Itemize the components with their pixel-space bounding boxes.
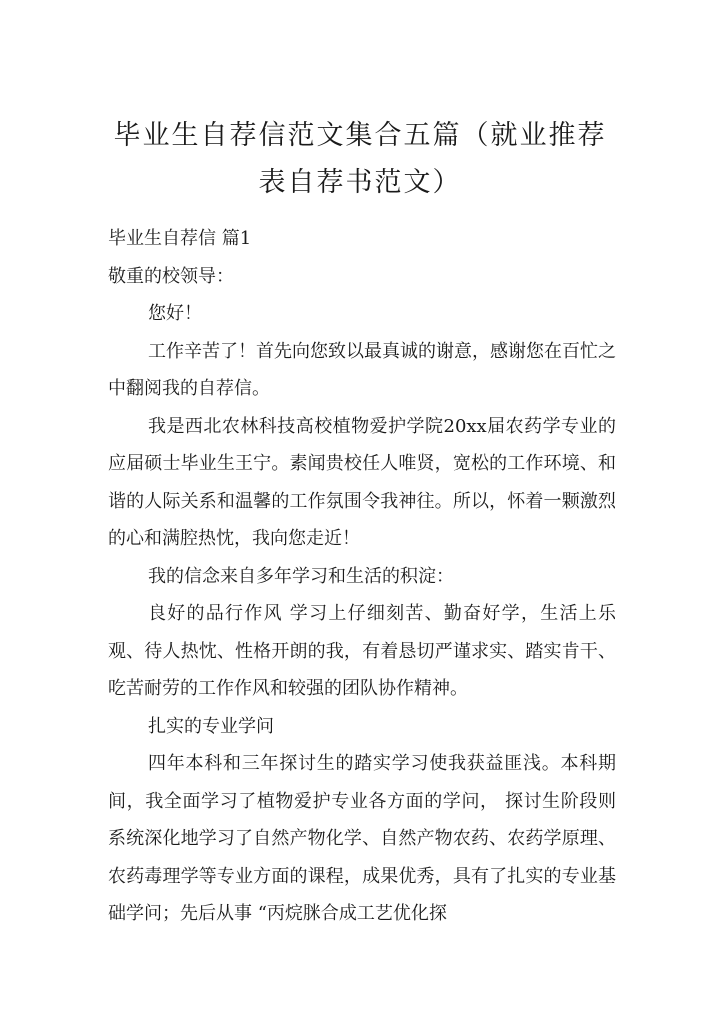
letter-heading: 毕业生自荐信 篇1: [108, 228, 252, 249]
paragraph-introduction: 我是西北农林科技高校植物爱护学院20xx届农药学专业的应届硕士毕业生王宁。素闻贵校任人唯贤，宽松的工作环境、和谐的人际关系和温馨的工作氛围令我神往。所以，怀着一颗激烈的心和满腔热忱，我向您走近！: [108, 415, 616, 549]
document-title: 毕业生自荐信范文集合五篇（就业推荐表自荐书范文）: [113, 120, 607, 198]
paragraph-conduct: 良好的品行作风 学习上仔细刻苦、勤奋好学，生活上乐观、待人热忱、性格开朗的我，有着恳切严谨求实、踏实肯干、吃苦耐劳的工作作风和较强的团队协作精神。: [108, 603, 616, 699]
document-body: [108, 220, 616, 933]
paragraph-study: 四年本科和三年探讨生的踏实学习使我获益匪浅。本科期间，我全面学习了植物爱护专业各方面的学问， 探讨生阶段则系统深化地学习了自然产物化学、自然产物农药、农药学原理、农药毒理学等专业方面的课程，成果优秀，具有了扎实的专业基础学问；先后从事 “丙烷脒合成工艺优化探: [108, 753, 616, 924]
salutation: 敬重的校领导：: [108, 265, 234, 287]
paragraph-belief: 我的信念来自多年学习和生活的积淀：: [148, 565, 454, 587]
paragraph-thanks: 工作辛苦了！首先向您致以最真诚的谢意，感谢您在百忙之中翻阅我的自荐信。: [108, 340, 616, 399]
section-heading-knowledge: 扎实的专业学问: [148, 715, 274, 737]
greeting: 您好！: [148, 303, 202, 324]
